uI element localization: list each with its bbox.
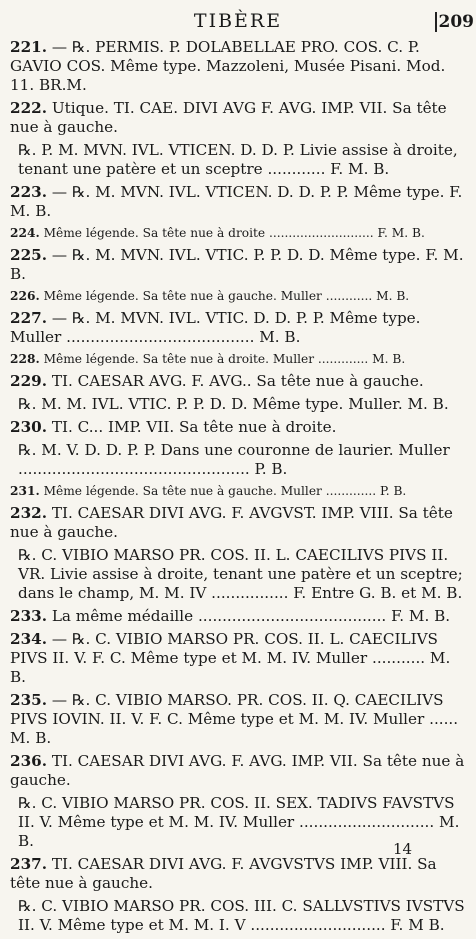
entry-text: — ℞. M. MVN. IVL. VTIC. D. D. P. P. Même type. Muller ....................................... M. B. <box>10 309 421 346</box>
entry-221 <box>10 38 468 95</box>
entry-233 <box>10 607 468 626</box>
entry-235 <box>10 691 468 748</box>
entry-number: 225. <box>10 246 47 264</box>
entry-229 <box>10 372 468 391</box>
entry-text: — ℞. C. VIBIO MARSO. PR. COS. II. Q. CAECILIVS PIVS IOVIN. II. V. F. C. Même type et M. M. IV. Muller ...... M. B. <box>10 691 459 747</box>
entry-number: 227. <box>10 309 47 327</box>
entry-223 <box>10 183 468 221</box>
entry-230 <box>10 418 468 437</box>
entry-number: 235. <box>10 691 47 709</box>
entry-number: 224. <box>10 226 40 240</box>
entry-232 <box>10 504 468 542</box>
entry-236 <box>10 752 468 790</box>
entry-reverse <box>10 546 468 603</box>
entry-222 <box>10 99 468 137</box>
entry-text: — ℞. M. MVN. IVL. VTICEN. D. D. P. P. Même type. F. M. B. <box>10 183 463 220</box>
entry-number: 223. <box>10 183 47 201</box>
entry-number: 228. <box>10 352 40 366</box>
entry-text: Même légende. Sa tête nue à gauche. Muller ............. P. B. <box>43 484 407 498</box>
entry-text: Même légende. Sa tête nue à droite ........................... F. M. B. <box>43 226 425 240</box>
entry-231 <box>10 483 468 500</box>
entry-number: 231. <box>10 484 40 498</box>
entry-text: ℞. M. M. IVL. VTIC. P. P. D. D. Même type. Muller. M. B. <box>18 395 449 413</box>
entry-number: 233. <box>10 607 47 625</box>
entry-text: ℞. P. M. MVN. IVL. VTICEN. D. D. P. Livie assise à droite, tenant une patère et un sceptre ............ F. M. B. <box>18 141 458 178</box>
entry-234 <box>10 630 468 687</box>
signature-mark: 14 <box>393 840 413 858</box>
entry-number: 229. <box>10 372 47 390</box>
entry-text: — ℞. C. VIBIO MARSO PR. COS. II. L. CAECILIVS PIVS II. V. F. C. Même type et M. M. IV. Muller ........... M. B. <box>10 630 451 686</box>
entry-227 <box>10 309 468 347</box>
entry-number: 230. <box>10 418 47 436</box>
page-number: 209 <box>435 12 475 32</box>
entry-text: — ℞. PERMIS. P. DOLABELLAE PRO. COS. C. P. GAVIO COS. Même type. Mazzoleni, Musée Pisani. Mod. 11. BR.M. <box>10 38 446 94</box>
entry-text: ℞. C. VIBIO MARSO PR. COS. II. L. CAECILIVS PIVS II. VR. Livie assise à droite, tenant une patère et un sceptre; dans le champ, M. M. IV ................ F. Entre G. B. et M. B. <box>18 546 463 602</box>
entry-number: 221. <box>10 38 47 56</box>
entry-text: — ℞. M. MVN. IVL. VTIC. P. P. D. D. Même type. F. M. B. <box>10 246 464 283</box>
entry-text: TI. CAESAR DIVI AVG. F. AVGVSTVS IMP. VIII. Sa tête nue à gauche. <box>10 855 437 892</box>
entry-text: TI. CAESAR DIVI AVG. F. AVGVST. IMP. VIII. Sa tête nue à gauche. <box>10 504 453 541</box>
entry-number: 222. <box>10 99 47 117</box>
entry-text: TI. CAESAR AVG. F. AVG.. Sa tête nue à gauche. <box>51 372 424 390</box>
entry-reverse <box>10 897 468 935</box>
catalog-entries <box>10 38 468 939</box>
entry-237 <box>10 855 468 893</box>
entry-text: ℞. C. VIBIO MARSO PR. COS. III. C. SALLVSTIVS IVSTVS II. V. Même type et M. M. I. V ............................ F. M B. <box>18 897 465 934</box>
entry-number: 226. <box>10 289 40 303</box>
entry-text: Même légende. Sa tête nue à gauche. Muller ............ M. B. <box>43 289 410 303</box>
entry-reverse <box>10 441 468 479</box>
entry-225 <box>10 246 468 284</box>
page-title: TIBÈRE <box>193 10 283 32</box>
entry-text: Utique. TI. CAE. DIVI AVG F. AVG. IMP. VII. Sa tête nue à gauche. <box>10 99 447 136</box>
entry-text: Même légende. Sa tête nue à droite. Muller ............. M. B. <box>43 352 406 366</box>
entry-text: ℞. C. VIBIO MARSO PR. COS. II. SEX. TADIVS FAVSTVS II. V. Même type et M. M. IV. Muller ............................ M. B. <box>18 794 460 850</box>
entry-number: 236. <box>10 752 47 770</box>
entry-number: 234. <box>10 630 47 648</box>
entry-226 <box>10 288 468 305</box>
entry-number: 232. <box>10 504 47 522</box>
entry-text: TI. C... IMP. VII. Sa tête nue à droite. <box>51 418 337 436</box>
entry-228 <box>10 351 468 368</box>
entry-text: TI. CAESAR DIVI AVG. F. AVG. IMP. VII. Sa tête nue à gauche. <box>10 752 465 789</box>
entry-text: ℞. M. V. D. D. P. P. Dans une couronne de laurier. Muller ................................................ P. B. <box>18 441 450 478</box>
entry-text: La même médaille ....................................... F. M. B. <box>51 607 451 625</box>
entry-reverse <box>10 141 468 179</box>
entry-number: 237. <box>10 855 47 873</box>
entry-224 <box>10 225 468 242</box>
entry-reverse <box>10 395 468 414</box>
